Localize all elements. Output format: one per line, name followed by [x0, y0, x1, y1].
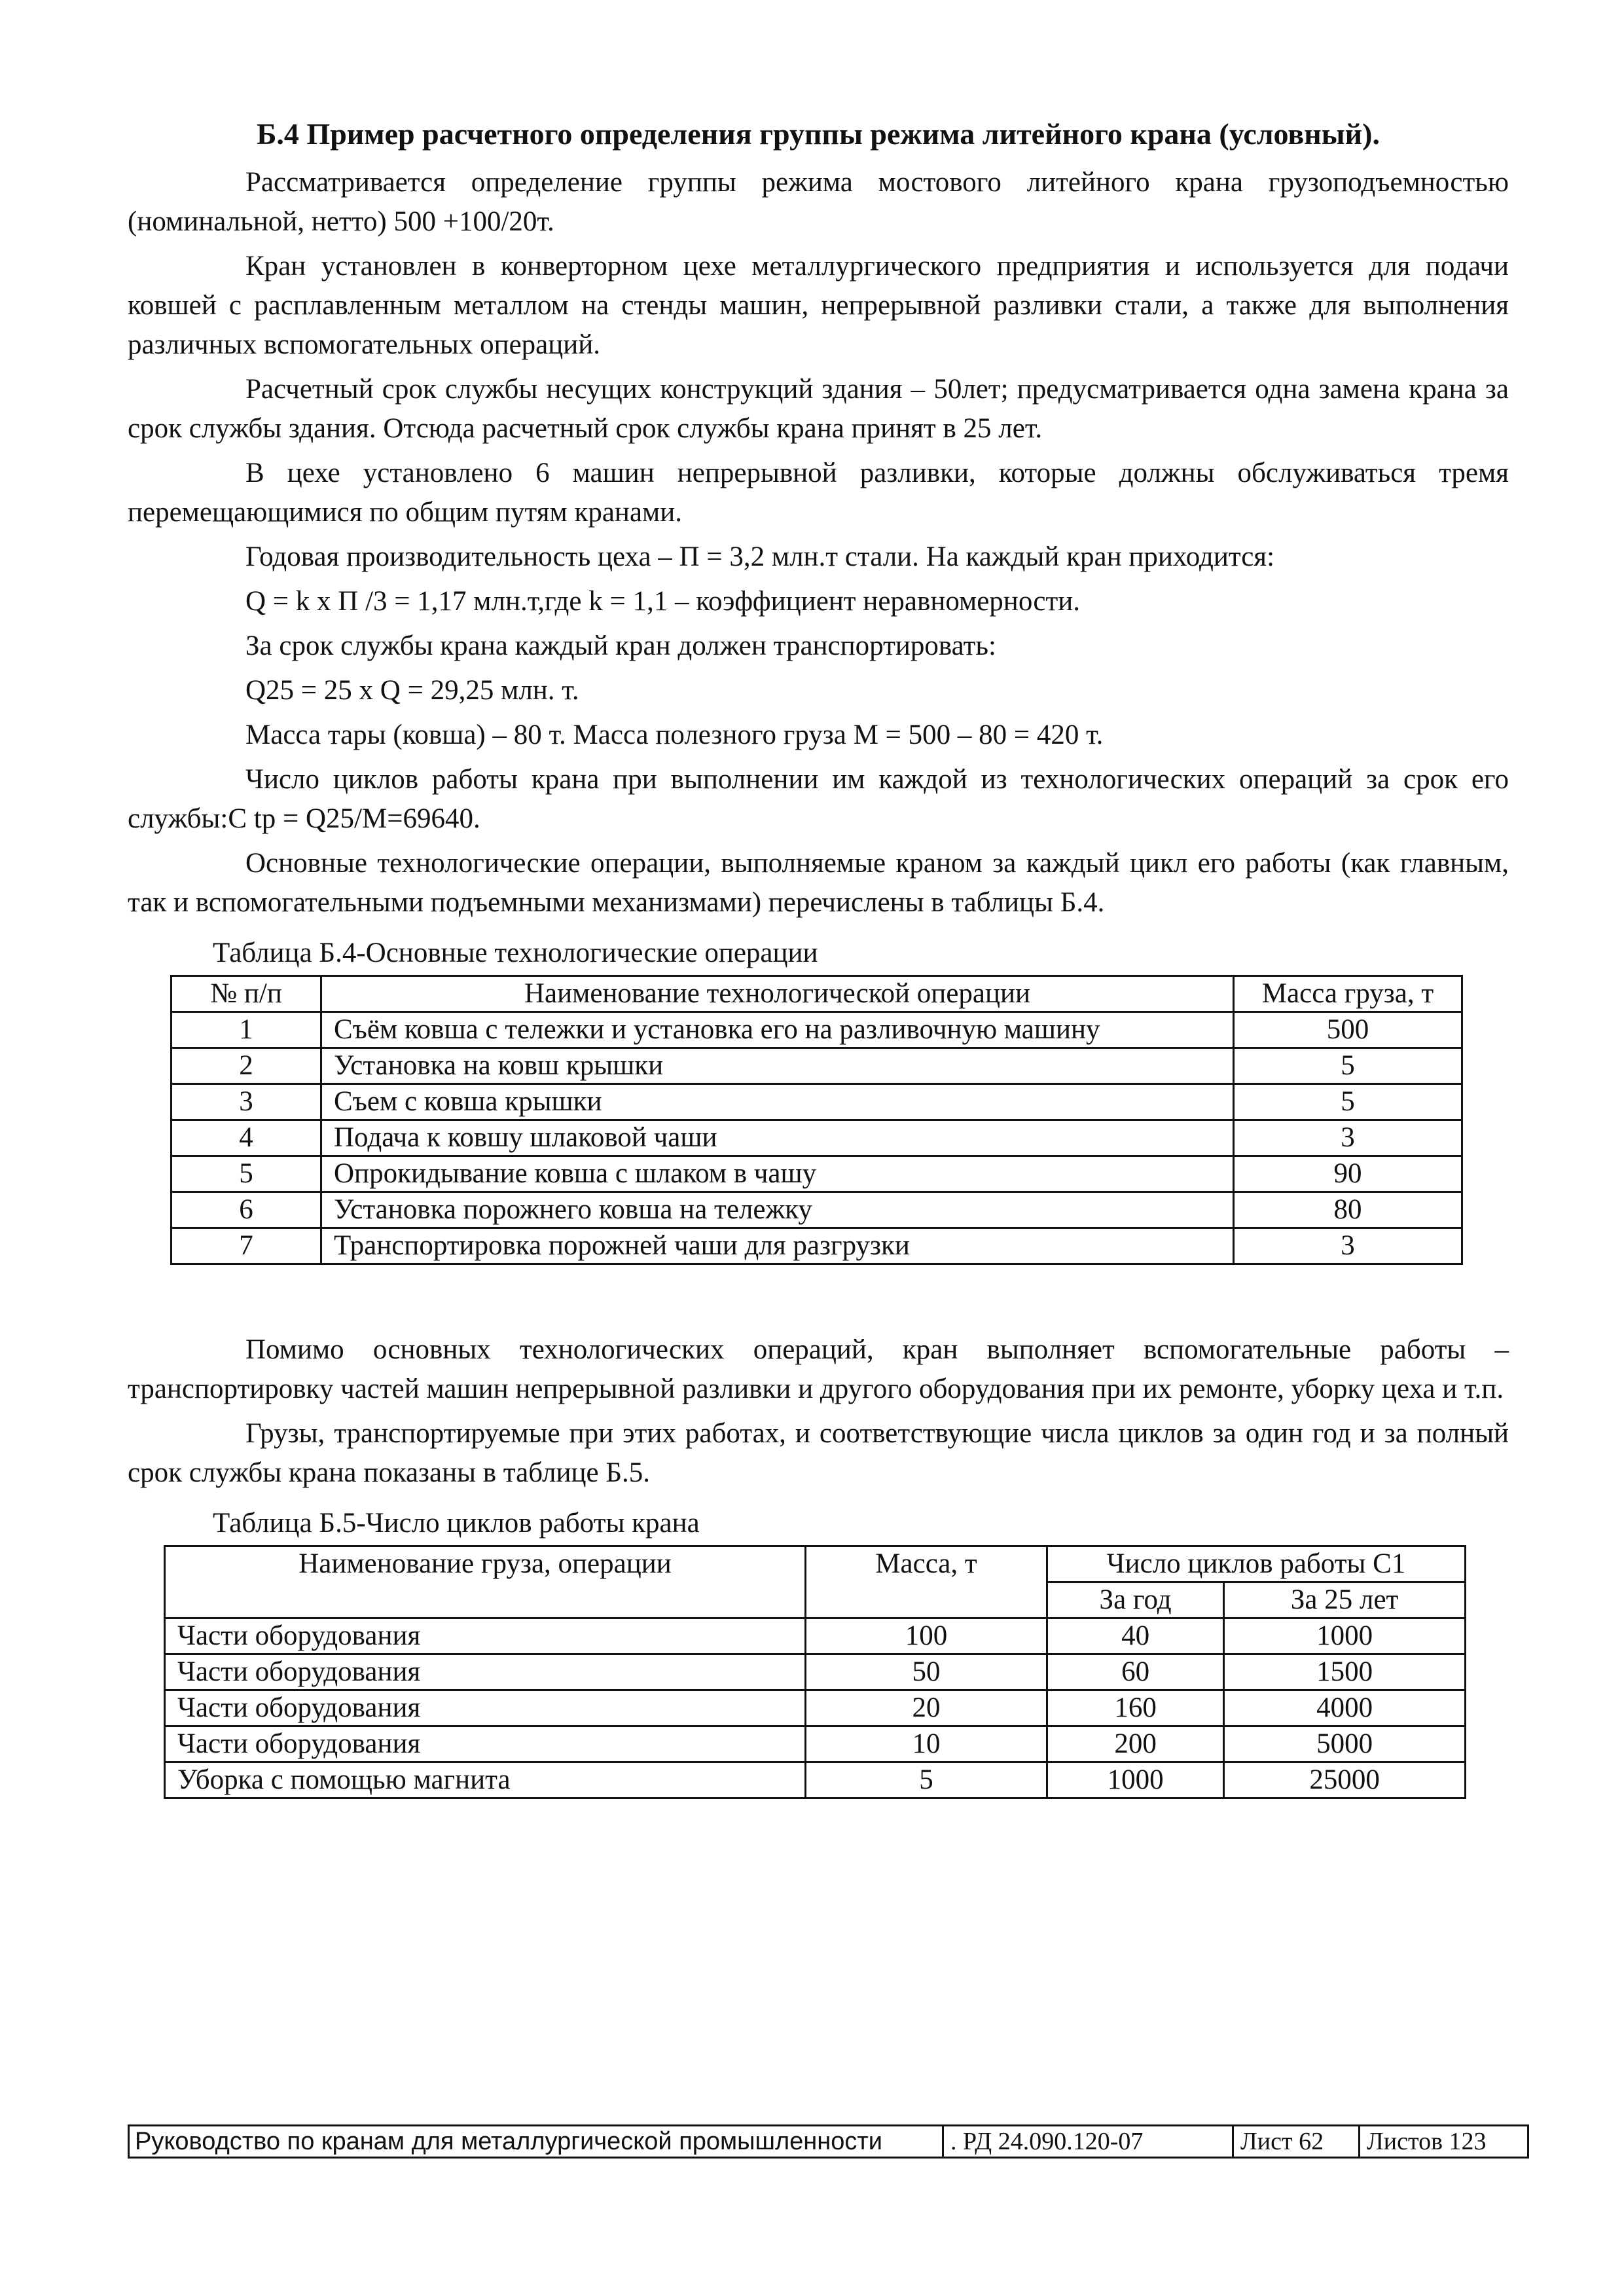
table-cell: 100: [806, 1618, 1047, 1654]
paragraph-13: Грузы, транспортируемые при этих работах, и соответствующие числа циклов за один год и за полный срок службы крана показаны в таблице Б.5.: [128, 1417, 1509, 1488]
paragraph-12: Помимо основных технологических операций, кран выполняет вспомогательные работы – транспортировку частей машин непрерывной разливки и другого оборудования при их ремонте, уборку цеха и т.п.: [128, 1334, 1509, 1404]
footer-title: Руководство по кранам для металлургической промышленности: [130, 2126, 944, 2157]
table-row: [171, 1048, 1462, 1084]
table-cell: 5000: [1224, 1726, 1466, 1762]
table-cell: 3: [1234, 1120, 1462, 1156]
table-cell: 50: [806, 1654, 1047, 1690]
table-cell: 1000: [1224, 1618, 1466, 1654]
table-header-cell: Масса, т: [806, 1546, 1047, 1618]
table-header-cell: Масса груза, т: [1234, 975, 1462, 1011]
table-row: [171, 1192, 1462, 1228]
table-header-cell: Наименование груза, операции: [165, 1546, 806, 1618]
table-cell: 1000: [1047, 1762, 1224, 1798]
footer-sheets-total: Листов 123: [1367, 2128, 1487, 2155]
table-cell: 5: [806, 1762, 1047, 1798]
table-row: [171, 1120, 1462, 1156]
footer-stamp: [128, 2124, 1529, 2159]
table-cell: 4000: [1224, 1690, 1466, 1726]
paragraph-3: Расчетный срок службы несущих конструкций здания – 50лет; предусматривается одна замена крана за срок службы здания. Отсюда расчетный срок службы крана принят в 25 лет.: [128, 373, 1509, 444]
table-header-row: [165, 1546, 1466, 1582]
table-b5-caption: Таблица Б.5-Число циклов работы крана: [213, 1507, 700, 1539]
table-cell: Части оборудования: [165, 1654, 806, 1690]
table-header-row: [171, 975, 1462, 1011]
table-cell: 90: [1234, 1156, 1462, 1192]
table-cell: Съём ковша с тележки и установка его на разливочную машину: [321, 1011, 1234, 1048]
table-cell: 160: [1047, 1690, 1224, 1726]
table-cell: Съем с ковша крышки: [321, 1084, 1234, 1120]
table-cell: Уборка с помощью магнита: [165, 1762, 806, 1798]
paragraph-1: Рассматривается определение группы режима мостового литейного крана грузоподъемностью (номинальной, нетто) 500 +100/20т.: [128, 166, 1509, 237]
table-cell: Установка на ковш крышки: [321, 1048, 1234, 1084]
table-cell: 2: [171, 1048, 321, 1084]
formula-q25: Q25 = 25 x Q = 29,25 млн. т.: [245, 674, 579, 706]
paragraph-4: В цехе установлено 6 машин непрерывной разливки, которые должны обслуживаться тремя перемещающимися по общим путям кранами.: [128, 457, 1509, 528]
table-cell: Транспортировка порожней чаши для разгрузки: [321, 1228, 1234, 1264]
table-cell: 1: [171, 1011, 321, 1048]
table-row: [171, 1084, 1462, 1120]
table-cell: Части оборудования: [165, 1690, 806, 1726]
table-cell: Части оборудования: [165, 1726, 806, 1762]
table-cell: 7: [171, 1228, 321, 1264]
paragraph-9: Масса тары (ковша) – 80 т. Масса полезного груза М = 500 – 80 = 420 т.: [245, 719, 1104, 750]
table-cell: 10: [806, 1726, 1047, 1762]
table-cell: Установка порожнего ковша на тележку: [321, 1192, 1234, 1228]
paragraph-11: Основные технологические операции, выполняемые краном за каждый цикл его работы (как главным, так и вспомогательными подъемными механизмами) перечислены в таблицы Б.4.: [128, 847, 1509, 918]
table-cell: 80: [1234, 1192, 1462, 1228]
table-cell: Части оборудования: [165, 1618, 806, 1654]
table-cell: 3: [171, 1084, 321, 1120]
table-cell: Опрокидывание ковша с шлаком в чашу: [321, 1156, 1234, 1192]
table-row: [165, 1762, 1466, 1798]
table-b5: [164, 1545, 1466, 1799]
table-header-cell: За 25 лет: [1224, 1582, 1466, 1618]
table-cell: 6: [171, 1192, 321, 1228]
table-row: [165, 1690, 1466, 1726]
table-header-cell: Число циклов работы С1: [1047, 1546, 1466, 1582]
table-cell: 500: [1234, 1011, 1462, 1048]
table-cell: 25000: [1224, 1762, 1466, 1798]
table-cell: 5: [1234, 1084, 1462, 1120]
section-heading: Б.4 Пример расчетного определения группы режима литейного крана (условный).: [257, 117, 1380, 151]
paragraph-2: Кран установлен в конверторном цехе металлургического предприятия и используется для подачи ковшей с расплавленным металлом на стенды машин, непрерывной разливки стали, а также для выполнения различных вспомогательных операций.: [128, 250, 1509, 360]
footer-doc-code: . РД 24.090.120-07: [944, 2126, 1234, 2157]
table-cell: Подача к ковшу шлаковой чаши: [321, 1120, 1234, 1156]
table-row: [165, 1618, 1466, 1654]
table-b4: [170, 975, 1463, 1265]
table-cell: 3: [1234, 1228, 1462, 1264]
table-cell: 5: [171, 1156, 321, 1192]
paragraph-7: За срок службы крана каждый кран должен транспортировать:: [245, 630, 996, 661]
table-header-cell: Наименование технологической операции: [321, 975, 1234, 1011]
paragraph-5: Годовая производительность цеха – П = 3,2 млн.т стали. На каждый кран приходится:: [245, 541, 1275, 572]
table-cell: 20: [806, 1690, 1047, 1726]
formula-q: Q = k x П /3 = 1,17 млн.т,где k = 1,1 – коэффициент неравномерности.: [245, 585, 1081, 617]
table-cell: 200: [1047, 1726, 1224, 1762]
table-cell: 60: [1047, 1654, 1224, 1690]
table-row: [165, 1654, 1466, 1690]
paragraph-10: Число циклов работы крана при выполнении им каждой из технологических операций за срок его службы:С tp = Q25/M=69640.: [128, 763, 1509, 834]
table-cell: 5: [1234, 1048, 1462, 1084]
table-header-cell: № п/п: [171, 975, 321, 1011]
table-b4-caption: Таблица Б.4-Основные технологические операции: [213, 937, 818, 968]
table-row: [171, 1156, 1462, 1192]
table-cell: 40: [1047, 1618, 1224, 1654]
table-row: [171, 1228, 1462, 1264]
table-row: [171, 1011, 1462, 1048]
table-cell: 4: [171, 1120, 321, 1156]
footer-sheet: Лист 62: [1234, 2126, 1360, 2157]
table-cell: 1500: [1224, 1654, 1466, 1690]
table-row: [165, 1726, 1466, 1762]
table-header-cell: За год: [1047, 1582, 1224, 1618]
document-page: [128, 115, 1509, 1799]
